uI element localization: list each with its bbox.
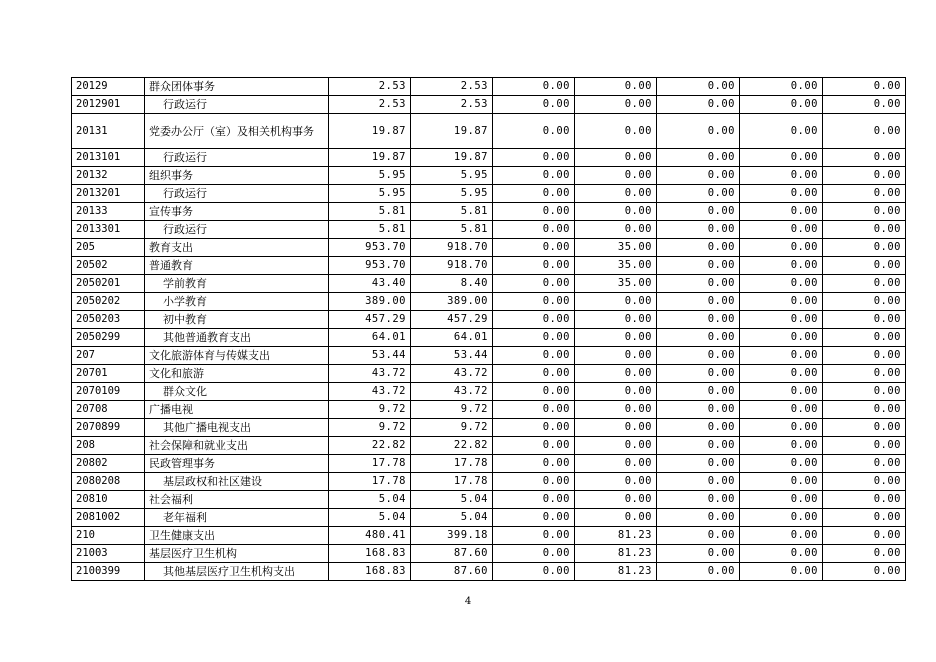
- amount-cell: 43.72: [329, 383, 411, 401]
- amount-cell: 87.60: [411, 545, 493, 563]
- amount-cell: 0.00: [575, 293, 657, 311]
- amount-cell: 399.18: [411, 527, 493, 545]
- amount-cell: 17.78: [329, 455, 411, 473]
- amount-cell: 0.00: [575, 401, 657, 419]
- subject-code-cell: 2050203: [72, 311, 145, 329]
- amount-cell: 0.00: [657, 545, 740, 563]
- amount-cell: 0.00: [740, 563, 823, 581]
- amount-cell: 5.81: [411, 203, 493, 221]
- amount-cell: 0.00: [823, 311, 906, 329]
- table-row: [72, 167, 906, 185]
- amount-cell: 0.00: [657, 311, 740, 329]
- amount-cell: 0.00: [823, 185, 906, 203]
- amount-cell: 0.00: [493, 545, 575, 563]
- amount-cell: 0.00: [657, 221, 740, 239]
- amount-cell: 0.00: [493, 383, 575, 401]
- table-row: [72, 239, 906, 257]
- amount-cell: 43.72: [411, 383, 493, 401]
- amount-cell: 53.44: [411, 347, 493, 365]
- subject-code-cell: 20802: [72, 455, 145, 473]
- table-row: [72, 509, 906, 527]
- amount-cell: 0.00: [823, 96, 906, 114]
- amount-cell: 5.95: [329, 185, 411, 203]
- amount-cell: 0.00: [493, 365, 575, 383]
- amount-cell: 0.00: [575, 455, 657, 473]
- amount-cell: 64.01: [329, 329, 411, 347]
- subject-code-cell: 207: [72, 347, 145, 365]
- subject-name-cell: 群众文化: [145, 383, 329, 401]
- amount-cell: 0.00: [740, 203, 823, 221]
- subject-code-cell: 2100399: [72, 563, 145, 581]
- subject-name-cell: 行政运行: [145, 149, 329, 167]
- subject-name-cell: 民政管理事务: [145, 455, 329, 473]
- amount-cell: 0.00: [823, 114, 906, 149]
- amount-cell: 0.00: [740, 329, 823, 347]
- amount-cell: 0.00: [823, 455, 906, 473]
- subject-code-cell: 20502: [72, 257, 145, 275]
- amount-cell: 0.00: [657, 257, 740, 275]
- amount-cell: 0.00: [493, 347, 575, 365]
- amount-cell: 0.00: [493, 293, 575, 311]
- amount-cell: 35.00: [575, 257, 657, 275]
- amount-cell: 0.00: [740, 149, 823, 167]
- subject-name-cell: 文化和旅游: [145, 365, 329, 383]
- amount-cell: 0.00: [575, 221, 657, 239]
- amount-cell: 480.41: [329, 527, 411, 545]
- subject-name-cell: 群众团体事务: [145, 78, 329, 96]
- amount-cell: 0.00: [575, 96, 657, 114]
- amount-cell: 0.00: [740, 78, 823, 96]
- subject-name-cell: 基层政权和社区建设: [145, 473, 329, 491]
- amount-cell: 0.00: [823, 347, 906, 365]
- amount-cell: 953.70: [329, 257, 411, 275]
- amount-cell: 19.87: [411, 149, 493, 167]
- amount-cell: 0.00: [740, 185, 823, 203]
- amount-cell: 9.72: [329, 401, 411, 419]
- amount-cell: 0.00: [575, 114, 657, 149]
- table-row: [72, 491, 906, 509]
- amount-cell: 168.83: [329, 545, 411, 563]
- subject-code-cell: 205: [72, 239, 145, 257]
- subject-code-cell: 2013101: [72, 149, 145, 167]
- amount-cell: 43.40: [329, 275, 411, 293]
- table-row: [72, 311, 906, 329]
- amount-cell: 0.00: [575, 329, 657, 347]
- subject-name-cell: 行政运行: [145, 221, 329, 239]
- table-row: [72, 545, 906, 563]
- amount-cell: 389.00: [411, 293, 493, 311]
- amount-cell: 87.60: [411, 563, 493, 581]
- amount-cell: 35.00: [575, 275, 657, 293]
- amount-cell: 19.87: [329, 114, 411, 149]
- amount-cell: 0.00: [740, 311, 823, 329]
- amount-cell: 53.44: [329, 347, 411, 365]
- amount-cell: 0.00: [493, 491, 575, 509]
- amount-cell: 0.00: [740, 221, 823, 239]
- amount-cell: 5.95: [411, 185, 493, 203]
- amount-cell: 0.00: [493, 329, 575, 347]
- subject-code-cell: 2070899: [72, 419, 145, 437]
- amount-cell: 0.00: [657, 275, 740, 293]
- amount-cell: 0.00: [823, 491, 906, 509]
- subject-name-cell: 老年福利: [145, 509, 329, 527]
- amount-cell: 0.00: [575, 311, 657, 329]
- amount-cell: 0.00: [657, 473, 740, 491]
- amount-cell: 5.04: [329, 491, 411, 509]
- amount-cell: 0.00: [740, 473, 823, 491]
- amount-cell: 17.78: [411, 455, 493, 473]
- amount-cell: 0.00: [823, 149, 906, 167]
- amount-cell: 0.00: [823, 509, 906, 527]
- amount-cell: 0.00: [575, 365, 657, 383]
- amount-cell: 0.00: [657, 185, 740, 203]
- subject-name-cell: 其他广播电视支出: [145, 419, 329, 437]
- table-body: [72, 78, 906, 581]
- amount-cell: 0.00: [575, 491, 657, 509]
- table-row: [72, 419, 906, 437]
- amount-cell: 19.87: [411, 114, 493, 149]
- amount-cell: 389.00: [329, 293, 411, 311]
- amount-cell: 0.00: [575, 347, 657, 365]
- amount-cell: 0.00: [823, 401, 906, 419]
- table-row: [72, 203, 906, 221]
- amount-cell: 0.00: [657, 329, 740, 347]
- amount-cell: 8.40: [411, 275, 493, 293]
- amount-cell: 0.00: [657, 509, 740, 527]
- amount-cell: 0.00: [657, 149, 740, 167]
- amount-cell: 953.70: [329, 239, 411, 257]
- amount-cell: 0.00: [575, 473, 657, 491]
- subject-name-cell: 组织事务: [145, 167, 329, 185]
- amount-cell: 5.95: [411, 167, 493, 185]
- amount-cell: 0.00: [575, 437, 657, 455]
- subject-code-cell: 20133: [72, 203, 145, 221]
- amount-cell: 0.00: [657, 365, 740, 383]
- subject-code-cell: 2050299: [72, 329, 145, 347]
- subject-code-cell: 2013301: [72, 221, 145, 239]
- amount-cell: 168.83: [329, 563, 411, 581]
- subject-name-cell: 行政运行: [145, 185, 329, 203]
- amount-cell: 2.53: [329, 96, 411, 114]
- amount-cell: 0.00: [823, 365, 906, 383]
- amount-cell: 918.70: [411, 257, 493, 275]
- amount-cell: 0.00: [493, 563, 575, 581]
- amount-cell: 0.00: [823, 527, 906, 545]
- amount-cell: 0.00: [823, 78, 906, 96]
- amount-cell: 0.00: [740, 257, 823, 275]
- amount-cell: 0.00: [657, 293, 740, 311]
- subject-name-cell: 行政运行: [145, 96, 329, 114]
- subject-name-cell: 基层医疗卫生机构: [145, 545, 329, 563]
- subject-name-cell: 学前教育: [145, 275, 329, 293]
- amount-cell: 0.00: [575, 419, 657, 437]
- subject-code-cell: 2050202: [72, 293, 145, 311]
- amount-cell: 0.00: [657, 419, 740, 437]
- amount-cell: 22.82: [411, 437, 493, 455]
- amount-cell: 5.81: [329, 203, 411, 221]
- table-row: [72, 473, 906, 491]
- amount-cell: 0.00: [493, 401, 575, 419]
- subject-name-cell: 广播电视: [145, 401, 329, 419]
- subject-code-cell: 21003: [72, 545, 145, 563]
- amount-cell: 0.00: [657, 383, 740, 401]
- amount-cell: 43.72: [411, 365, 493, 383]
- table-row: [72, 383, 906, 401]
- amount-cell: 0.00: [493, 311, 575, 329]
- amount-cell: 0.00: [740, 509, 823, 527]
- table-row: [72, 365, 906, 383]
- amount-cell: 2.53: [411, 78, 493, 96]
- amount-cell: 0.00: [493, 221, 575, 239]
- subject-name-cell: 教育支出: [145, 239, 329, 257]
- table-row: [72, 221, 906, 239]
- amount-cell: 0.00: [740, 114, 823, 149]
- amount-cell: 0.00: [493, 473, 575, 491]
- subject-code-cell: 20810: [72, 491, 145, 509]
- amount-cell: 457.29: [329, 311, 411, 329]
- table-row: [72, 78, 906, 96]
- amount-cell: 0.00: [657, 563, 740, 581]
- subject-code-cell: 2081002: [72, 509, 145, 527]
- subject-code-cell: 2050201: [72, 275, 145, 293]
- subject-code-cell: 20129: [72, 78, 145, 96]
- amount-cell: 2.53: [329, 78, 411, 96]
- amount-cell: 0.00: [740, 167, 823, 185]
- table-row: [72, 329, 906, 347]
- table-row: [72, 257, 906, 275]
- amount-cell: 0.00: [657, 167, 740, 185]
- amount-cell: 81.23: [575, 527, 657, 545]
- subject-name-cell: 其他普通教育支出: [145, 329, 329, 347]
- amount-cell: 0.00: [823, 275, 906, 293]
- subject-name-cell: 卫生健康支出: [145, 527, 329, 545]
- table-row: [72, 275, 906, 293]
- amount-cell: 0.00: [575, 185, 657, 203]
- amount-cell: 0.00: [823, 437, 906, 455]
- amount-cell: 17.78: [411, 473, 493, 491]
- subject-code-cell: 20132: [72, 167, 145, 185]
- subject-name-cell: 社会福利: [145, 491, 329, 509]
- amount-cell: 17.78: [329, 473, 411, 491]
- amount-cell: 457.29: [411, 311, 493, 329]
- budget-expenditure-table: [71, 77, 906, 581]
- amount-cell: 64.01: [411, 329, 493, 347]
- subject-name-cell: 社会保障和就业支出: [145, 437, 329, 455]
- table-row: [72, 527, 906, 545]
- amount-cell: 0.00: [575, 203, 657, 221]
- subject-name-cell: 初中教育: [145, 311, 329, 329]
- amount-cell: 0.00: [575, 78, 657, 96]
- amount-cell: 0.00: [493, 437, 575, 455]
- subject-name-cell: 党委办公厅（室）及相关机构事务: [145, 114, 329, 149]
- amount-cell: 0.00: [657, 491, 740, 509]
- amount-cell: 0.00: [493, 509, 575, 527]
- amount-cell: 0.00: [493, 455, 575, 473]
- amount-cell: 0.00: [823, 257, 906, 275]
- table-row: [72, 455, 906, 473]
- amount-cell: 0.00: [823, 239, 906, 257]
- amount-cell: 0.00: [740, 383, 823, 401]
- amount-cell: 0.00: [823, 383, 906, 401]
- amount-cell: 0.00: [823, 545, 906, 563]
- amount-cell: 35.00: [575, 239, 657, 257]
- amount-cell: 0.00: [575, 149, 657, 167]
- table-row: [72, 96, 906, 114]
- amount-cell: 5.04: [411, 509, 493, 527]
- amount-cell: 0.00: [740, 527, 823, 545]
- amount-cell: 0.00: [493, 149, 575, 167]
- amount-cell: 81.23: [575, 545, 657, 563]
- amount-cell: 0.00: [657, 78, 740, 96]
- subject-code-cell: 2080208: [72, 473, 145, 491]
- amount-cell: 5.04: [329, 509, 411, 527]
- amount-cell: 0.00: [493, 203, 575, 221]
- subject-code-cell: 20131: [72, 114, 145, 149]
- amount-cell: 0.00: [575, 509, 657, 527]
- amount-cell: 0.00: [823, 563, 906, 581]
- amount-cell: 2.53: [411, 96, 493, 114]
- amount-cell: 0.00: [740, 455, 823, 473]
- amount-cell: 0.00: [740, 437, 823, 455]
- amount-cell: 0.00: [657, 96, 740, 114]
- subject-name-cell: 其他基层医疗卫生机构支出: [145, 563, 329, 581]
- amount-cell: 5.95: [329, 167, 411, 185]
- amount-cell: 0.00: [575, 167, 657, 185]
- amount-cell: 0.00: [740, 347, 823, 365]
- subject-name-cell: 宣传事务: [145, 203, 329, 221]
- amount-cell: 0.00: [740, 96, 823, 114]
- amount-cell: 0.00: [657, 401, 740, 419]
- table-row: [72, 437, 906, 455]
- amount-cell: 0.00: [493, 257, 575, 275]
- table-row: [72, 401, 906, 419]
- table-row: [72, 114, 906, 149]
- table-row: [72, 185, 906, 203]
- amount-cell: 0.00: [740, 401, 823, 419]
- amount-cell: 0.00: [657, 437, 740, 455]
- table-row: [72, 149, 906, 167]
- amount-cell: 0.00: [740, 239, 823, 257]
- amount-cell: 9.72: [411, 401, 493, 419]
- amount-cell: 0.00: [823, 293, 906, 311]
- subject-code-cell: 210: [72, 527, 145, 545]
- subject-code-cell: 2012901: [72, 96, 145, 114]
- amount-cell: 0.00: [493, 114, 575, 149]
- amount-cell: 0.00: [823, 419, 906, 437]
- amount-cell: 0.00: [493, 96, 575, 114]
- page-number: 4: [464, 596, 472, 607]
- subject-code-cell: 2070109: [72, 383, 145, 401]
- table-row: [72, 347, 906, 365]
- amount-cell: 81.23: [575, 563, 657, 581]
- amount-cell: 0.00: [823, 167, 906, 185]
- amount-cell: 19.87: [329, 149, 411, 167]
- subject-name-cell: 普通教育: [145, 257, 329, 275]
- amount-cell: 0.00: [657, 527, 740, 545]
- amount-cell: 0.00: [657, 203, 740, 221]
- amount-cell: 0.00: [823, 221, 906, 239]
- amount-cell: 43.72: [329, 365, 411, 383]
- subject-name-cell: 小学教育: [145, 293, 329, 311]
- subject-name-cell: 文化旅游体育与传媒支出: [145, 347, 329, 365]
- amount-cell: 0.00: [823, 473, 906, 491]
- amount-cell: 22.82: [329, 437, 411, 455]
- amount-cell: 0.00: [823, 329, 906, 347]
- amount-cell: 5.04: [411, 491, 493, 509]
- amount-cell: 0.00: [493, 78, 575, 96]
- amount-cell: 0.00: [657, 347, 740, 365]
- amount-cell: 0.00: [740, 365, 823, 383]
- amount-cell: 0.00: [493, 275, 575, 293]
- subject-code-cell: 208: [72, 437, 145, 455]
- amount-cell: 0.00: [740, 293, 823, 311]
- table-row: [72, 563, 906, 581]
- amount-cell: 5.81: [411, 221, 493, 239]
- amount-cell: 9.72: [329, 419, 411, 437]
- amount-cell: 918.70: [411, 239, 493, 257]
- amount-cell: 0.00: [740, 275, 823, 293]
- amount-cell: 0.00: [823, 203, 906, 221]
- subject-code-cell: 2013201: [72, 185, 145, 203]
- table-row: [72, 293, 906, 311]
- amount-cell: 0.00: [493, 239, 575, 257]
- amount-cell: 0.00: [740, 491, 823, 509]
- amount-cell: 0.00: [493, 185, 575, 203]
- amount-cell: 5.81: [329, 221, 411, 239]
- subject-code-cell: 20708: [72, 401, 145, 419]
- amount-cell: 0.00: [493, 167, 575, 185]
- amount-cell: 0.00: [657, 114, 740, 149]
- amount-cell: 0.00: [740, 545, 823, 563]
- amount-cell: 0.00: [740, 419, 823, 437]
- amount-cell: 0.00: [657, 239, 740, 257]
- amount-cell: 0.00: [657, 455, 740, 473]
- amount-cell: 0.00: [575, 383, 657, 401]
- amount-cell: 9.72: [411, 419, 493, 437]
- amount-cell: 0.00: [493, 527, 575, 545]
- amount-cell: 0.00: [493, 419, 575, 437]
- subject-code-cell: 20701: [72, 365, 145, 383]
